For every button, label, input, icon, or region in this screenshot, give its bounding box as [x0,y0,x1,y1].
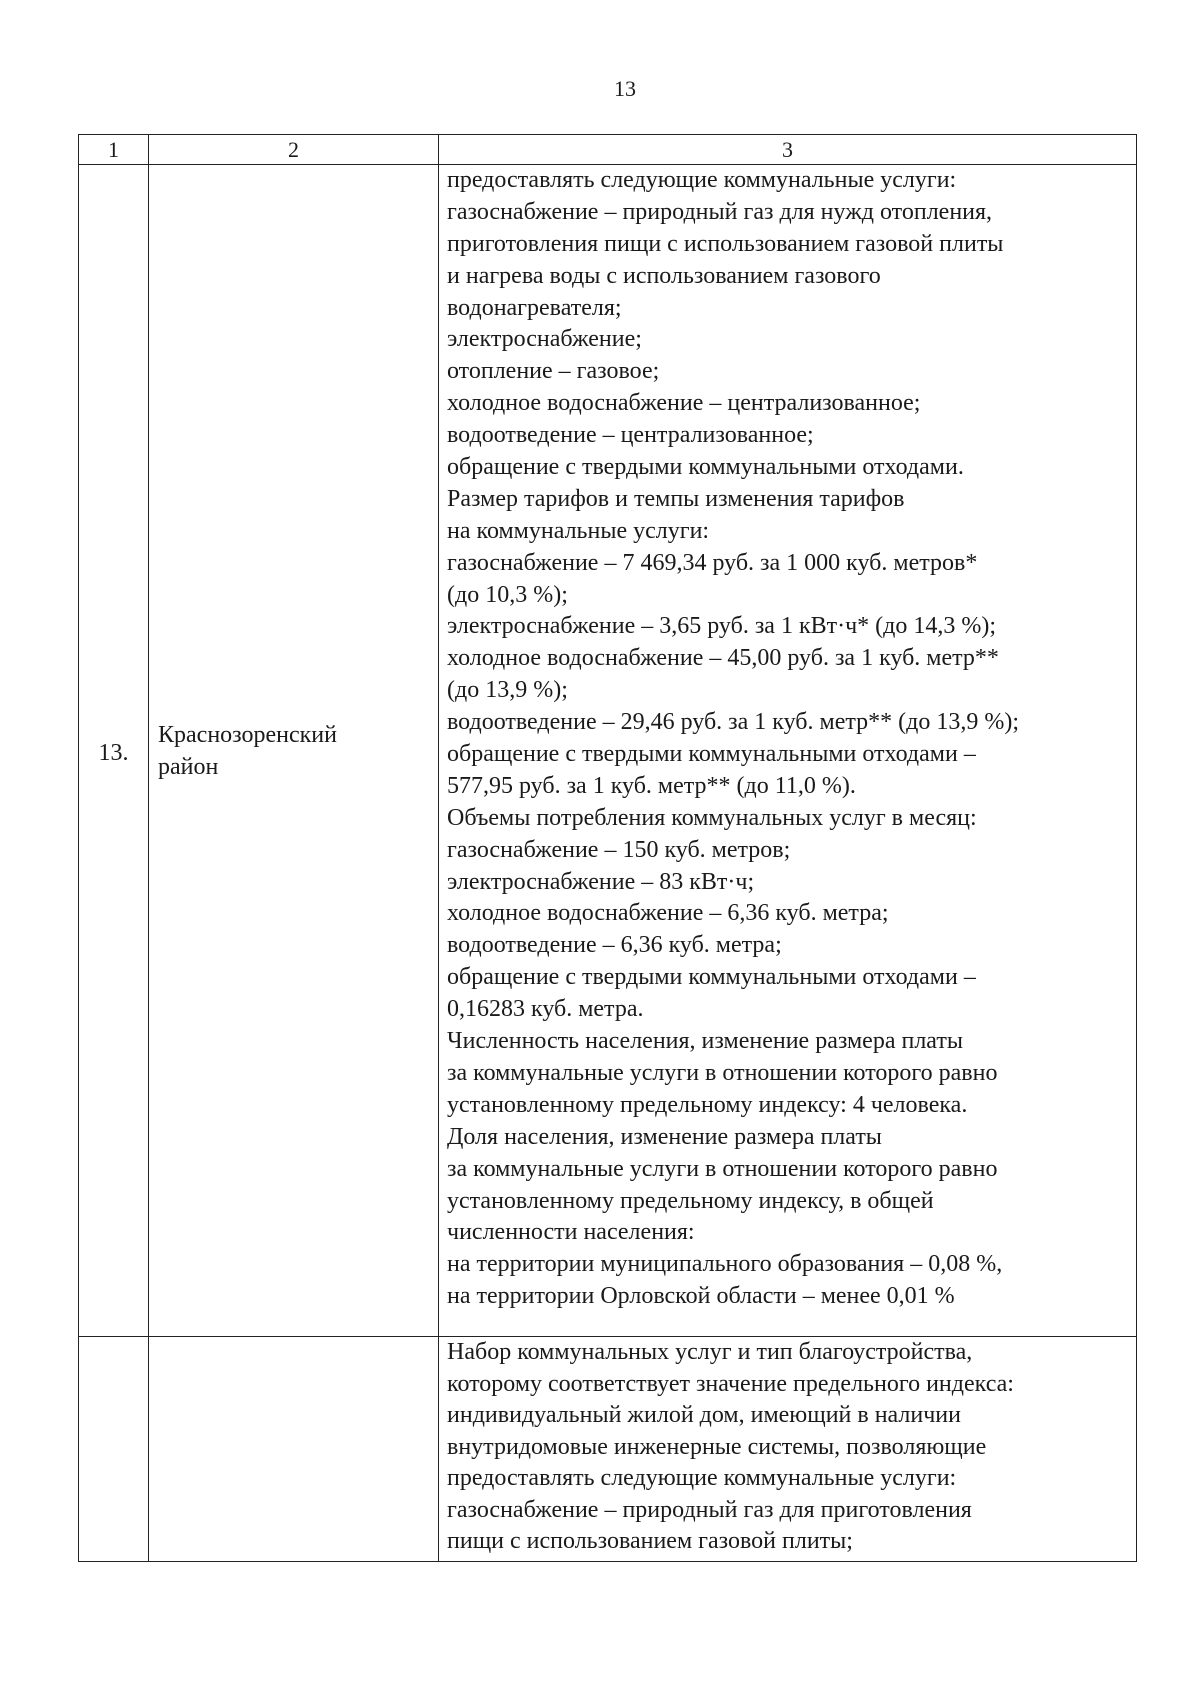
text-line: Набор коммунальных услуг и тип благоустройства, [447,1339,973,1365]
text-line: газоснабжение – природный газ для приготовления [447,1496,972,1523]
text-line: холодное водоснабжение – 45,00 руб. за 1 куб. метр** [447,645,999,672]
text-line: обращение с твердыми коммунальными отходами – [447,741,976,768]
text-line: обращение с твердыми коммунальными отходами. [447,454,964,481]
text-line: газоснабжение – 7 469,34 руб. за 1 000 куб. метров* [447,549,978,576]
text-line: Размер тарифов и темпы изменения тарифов [447,485,905,512]
region-name-line: район [158,753,219,780]
text-line: которому соответствует значение предельного индекса: [447,1370,1014,1397]
text-line: на коммунальные услуги: [447,517,710,544]
text-line: за коммунальные услуги в отношении которого равно [447,1155,998,1182]
text-line: электроснабжение – 83 кВт·ч; [447,868,755,895]
text-line: 577,95 руб. за 1 куб. метр** (до 11,0 %). [447,772,856,799]
row-number: 13. [79,165,149,1337]
text-line: предоставлять следующие коммунальные услуги: [447,1465,957,1491]
description-cell [439,1337,1137,1562]
text-line: водоотведение – 29,46 руб. за 1 куб. метр** (до 13,9 %); [447,709,1019,736]
text-line: на территории муниципального образования – 0,08 %, [447,1251,1003,1278]
text-line: водоотведение – централизованное; [447,422,814,449]
header-col-3: 3 [439,135,1137,165]
text-line: Объемы потребления коммунальных услуг в месяц: [447,804,977,831]
text-line: установленному предельному индексу, в общей [447,1187,934,1214]
tariff-table [78,134,1137,1562]
text-line: (до 10,3 %); [447,581,568,608]
text-line: пищи с использованием газовой плиты; [447,1528,853,1554]
text-line: отопление – газовое; [447,358,660,385]
text-line: предоставлять следующие коммунальные услуги: [447,167,957,193]
text-line: внутридомовые инженерные системы, позволяющие [447,1433,987,1460]
page-number: 13 [614,76,636,101]
empty-number-cell [79,1337,149,1562]
text-line: водонагревателя; [447,294,622,321]
text-line: численности населения: [447,1219,695,1246]
text-line: Доля населения, изменение размера платы [447,1123,882,1150]
text-line: (до 13,9 %); [447,677,568,704]
text-line: электроснабжение; [447,326,642,353]
text-line: на территории Орловской области – менее 0,01 % [447,1283,955,1310]
text-line: обращение с твердыми коммунальными отходами – [447,964,976,991]
text-line: индивидуальный жилой дом, имеющий в наличии [447,1402,961,1428]
text-line: приготовления пищи с использованием газовой плиты [447,230,1004,257]
text-line: холодное водоснабжение – централизованное; [447,390,921,417]
table-header-row [79,135,1137,165]
table-row [79,165,1137,1337]
text-line: газоснабжение – 150 куб. метров; [447,836,791,863]
empty-region-cell [149,1337,439,1562]
text-line: водоотведение – 6,36 куб. метра; [447,932,782,959]
text-line: 0,16283 куб. метра. [447,996,644,1023]
text-line: электроснабжение – 3,65 руб. за 1 кВт·ч* (до 14,3 %); [447,613,997,640]
region-name-line: Краснозоренский [158,721,337,748]
description-cell [439,165,1137,1337]
text-line: газоснабжение – природный газ для нужд отопления, [447,198,993,225]
text-line: установленному предельному индексу: 4 человека. [447,1091,968,1118]
header-col-1: 1 [79,135,149,165]
table-row [79,1337,1137,1562]
region-name [149,165,439,1337]
header-col-2: 2 [149,135,439,165]
text-line: за коммунальные услуги в отношении которого равно [447,1059,998,1086]
text-line: холодное водоснабжение – 6,36 куб. метра; [447,900,889,927]
text-line: Численность населения, изменение размера платы [447,1028,963,1055]
text-line: и нагрева воды с использованием газового [447,262,881,289]
